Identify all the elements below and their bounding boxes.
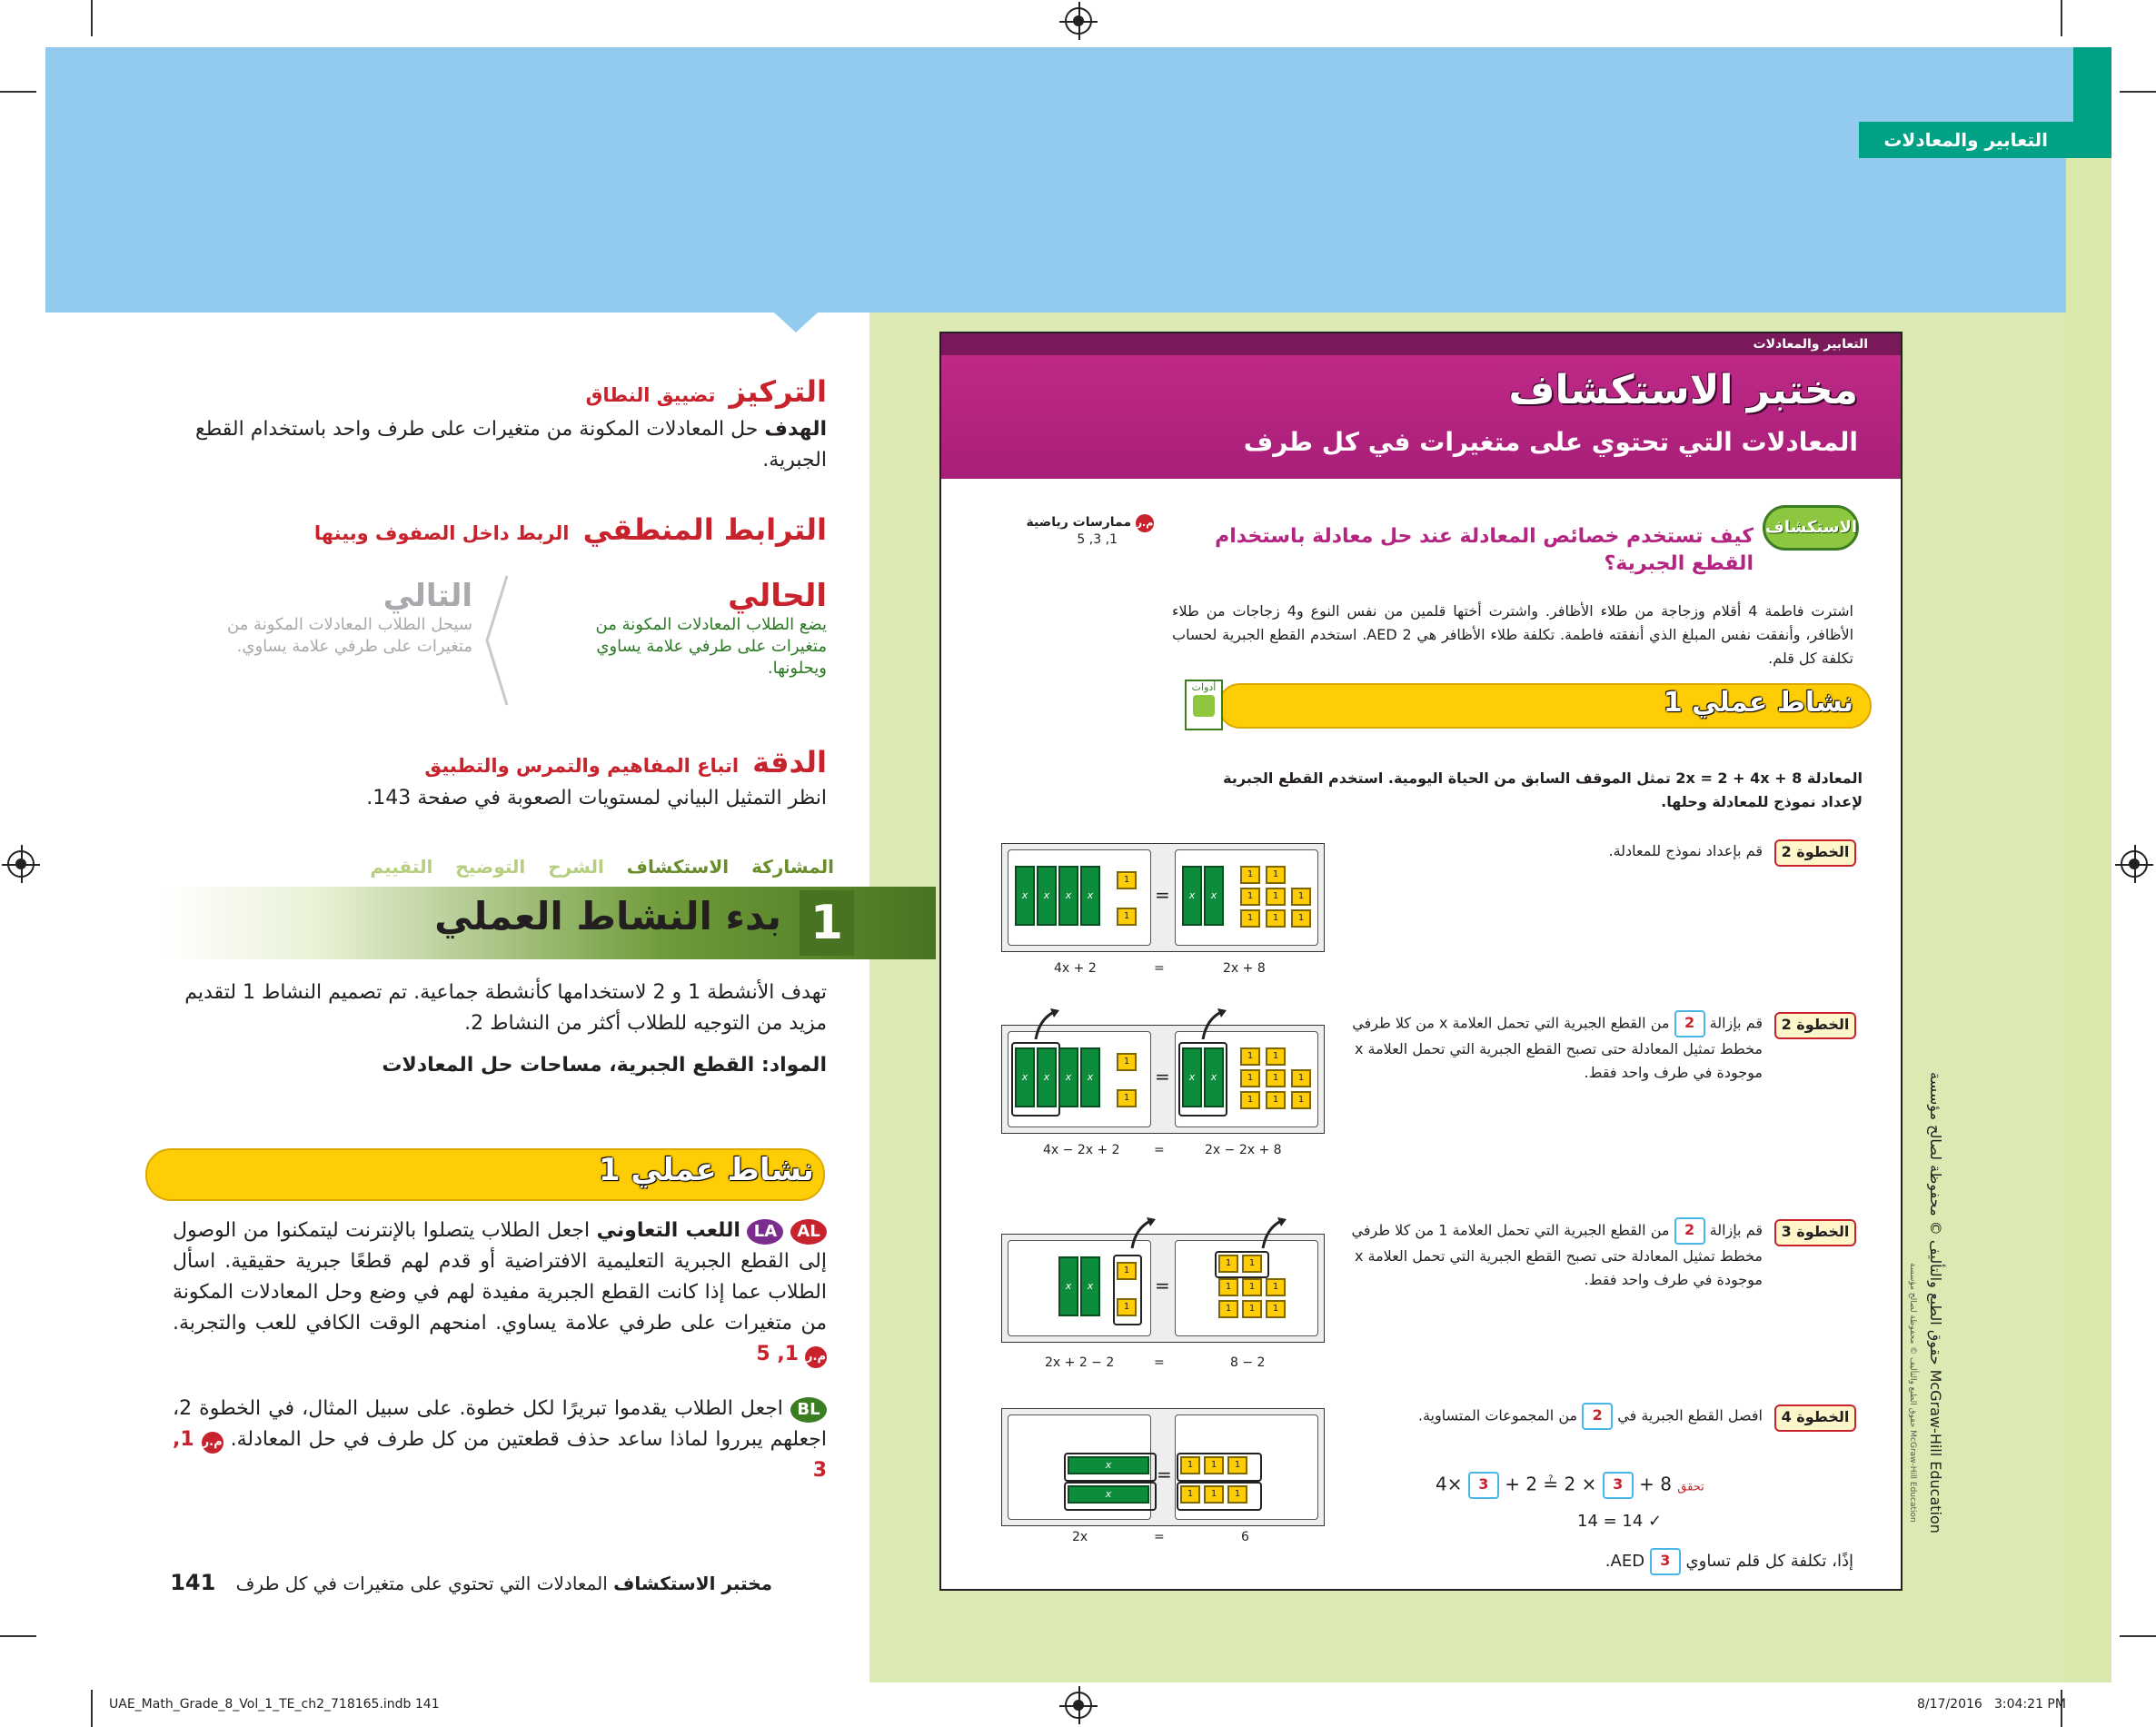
answer-box[interactable]: 2 xyxy=(1674,1217,1705,1245)
conclusion-text-b: AED. xyxy=(1605,1552,1645,1571)
explore-badge: الاستكشاف xyxy=(1763,505,1859,551)
practice-step-explore: الاستكشاف xyxy=(626,856,730,878)
student-page-subtitle: المعادلات التي تحتوي على متغيرات في كل طرف xyxy=(1243,427,1858,457)
answer-box[interactable]: 3 xyxy=(1468,1472,1499,1499)
mp-icon: م.ر xyxy=(202,1432,224,1454)
removal-arrows-icon xyxy=(1018,1007,1254,1043)
coop-text: اجعل الطلاب يتصلوا بالإنترنت ليتمكنوا من الوصول إلى القطع الجبرية التعليمية الافتراضية أو قدم لهم قطعًا جبرية حقيقية. اسأل الطلاب عما إذا كانت القطع الجبرية مفيدة لهم في وضع وحل المعادلات المكونة من متغيرات على طرفي علامة يساوي. امنحهم الوقت الكافي للعب والتجربة. xyxy=(173,1219,827,1335)
print-date: 8/17/2016 xyxy=(1917,1697,1982,1712)
now-text: يضع الطلاب المعادلات المكونة من متغيرات على طرفي علامة يساوي ويحلونها. xyxy=(595,615,827,678)
coop-block xyxy=(173,1216,827,1370)
equation-mat-4: x x = 1 1 1 1 1 1 xyxy=(1001,1408,1325,1526)
conclusion xyxy=(1545,1548,1853,1575)
check-label: تحقق xyxy=(1677,1480,1704,1494)
footer-title: المعادلات التي تحتوي على متغيرات في كل طرف xyxy=(235,1573,608,1594)
page-number: 141 xyxy=(170,1570,216,1595)
materials xyxy=(173,1054,827,1077)
al-badge: AL xyxy=(790,1219,827,1245)
mp-icon: م.ر xyxy=(1136,514,1154,532)
eq-right-2: 2x − 2x + 8 xyxy=(1205,1143,1282,1157)
next-block xyxy=(182,578,472,658)
practice-step-evaluate: التقييم xyxy=(370,856,433,878)
essential-question: كيف تستخدم خصائص المعادلة عند حل معادلة باستخدام القطع الجبرية؟ xyxy=(1215,525,1754,575)
bl-mp-refs: 1, 3 xyxy=(173,1428,827,1482)
mp-icon: م.ر xyxy=(805,1346,827,1368)
crop-mark xyxy=(91,1690,93,1727)
practice-step-engage: المشاركة xyxy=(751,856,834,878)
conclusion-text-a: إذًا، تكلفة كل قلم تساوي xyxy=(1685,1552,1853,1571)
activity-instruction: المعادلة 8 + 2x = 2 + 4x تمثل الموقف السابق من الحياة اليومية. استخدم القطع الجبرية لإعداد نموذج للمعادلة وحلها. xyxy=(1223,769,1863,810)
launch-title: بدء النشاط العملي xyxy=(434,894,781,938)
step-3-text-b: من القطع الجبرية التي تحمل العلامة 1 من كلا طرفي مخطط تمثيل المعادلة حتى تصبح القطع الجبرية التي تحمل العلامة x موجودة في طرف واحد فقط. xyxy=(1351,1221,1763,1288)
eq-sign-4: = xyxy=(1154,1530,1165,1544)
rigor-label: الدقة xyxy=(752,745,827,779)
coherence-value: الربط داخل الصفوف وبينها xyxy=(313,522,570,544)
focus-value: تضييق النطاق xyxy=(585,384,716,406)
eq-sign-3: = xyxy=(1154,1355,1165,1370)
bl-block xyxy=(173,1394,827,1486)
launch-text: تهدف الأنشطة 1 و 2 لاستخدامها كأنشطة جماعية. تم تصميم النشاط 1 لتقديم مزيد من التوجيه للطلاب أكثر من النشاط 2. xyxy=(184,981,827,1035)
answer-box[interactable]: 2 xyxy=(1674,1010,1705,1037)
check-line-2: 14 = 14 ✓ xyxy=(1577,1512,1663,1531)
registration-mark-right xyxy=(2121,850,2148,878)
student-page-title: مختبر الاستكشاف xyxy=(1508,367,1858,413)
activity-bar-right-title: نشاط عملي 1 xyxy=(1663,687,1853,719)
footer-title-bold: مختبر الاستكشاف xyxy=(613,1573,772,1594)
crop-mark xyxy=(2120,1635,2156,1637)
eq-left-3: 2x + 2 − 2 xyxy=(1045,1355,1115,1370)
bl-text: اجعل الطلاب يقدموا تبريرًا لكل خطوة. على سبيل المثال، في الخطوة 2، اجعلهم يبرروا لماذا ساعد حذف قطعتين من كل طرف في حل المعادلة. xyxy=(173,1397,827,1451)
mp-refs: 1, 3, 5 xyxy=(1077,532,1118,547)
step-text-3 xyxy=(1345,1217,1763,1292)
equation-mat-1: x x x x 1 1 = x x 1 1 1 1 1 1 1 1 xyxy=(1001,843,1325,952)
eq-right-1: 2x + 8 xyxy=(1223,961,1266,976)
side-strip xyxy=(2066,158,2111,1682)
crop-mark xyxy=(2061,0,2062,36)
step-label-2: الخطوة 2 xyxy=(1774,1012,1856,1039)
registration-mark-left xyxy=(7,850,35,878)
rigor-value: اتباع المفاهيم والتمرس والتطبيق xyxy=(424,755,740,777)
launch-number: 1 xyxy=(800,890,854,956)
next-label: التالي xyxy=(383,578,472,614)
banner-notch xyxy=(774,313,818,332)
materials-label: المواد: xyxy=(761,1054,827,1077)
student-page-tab-label: التعابير والمعادلات xyxy=(1753,337,1868,352)
eq-right-4: 6 xyxy=(1241,1530,1249,1544)
step-2-text-a: قم بإزالة xyxy=(1709,1014,1763,1032)
teacher-notes xyxy=(173,374,827,567)
tools-icon xyxy=(1185,680,1223,730)
rigor-text: انظر التمثيل البياني لمستويات الصعوبة في صفحة 143. xyxy=(366,787,827,809)
step-3-text-a: قم بإزالة xyxy=(1709,1221,1763,1239)
step-label-4: الخطوة 4 xyxy=(1774,1404,1856,1432)
mp-title: ممارسات رياضية xyxy=(1026,515,1132,530)
crop-mark xyxy=(0,91,36,93)
goal-label: الهدف xyxy=(764,418,827,441)
step-2-text-b: من القطع الجبرية التي تحمل العلامة x من كلا طرفي مخطط تمثيل المعادلة حتى تصبح القطع الجبرية التي تحمل العلامة x موجودة في طرف واحد فقط. xyxy=(1352,1014,1763,1081)
rigor-block xyxy=(173,745,827,814)
step-label-1: الخطوة 2 xyxy=(1774,839,1856,867)
la-badge: LA xyxy=(747,1219,783,1245)
eq-left-2: 4x − 2x + 2 xyxy=(1043,1143,1120,1157)
coop-label: اللعب التعاوني xyxy=(596,1219,740,1242)
check-c: + 8 xyxy=(1639,1473,1672,1495)
tools-glyph xyxy=(1193,695,1215,717)
registration-mark-bottom xyxy=(1065,1692,1092,1719)
eq-left-1: 4x + 2 xyxy=(1054,961,1097,976)
removal-arrows-icon xyxy=(1108,1216,1290,1252)
tools-label: أدوات xyxy=(1191,681,1217,693)
coop-mp-refs: 1, 5 xyxy=(756,1343,799,1365)
equation-mat-3: x x 1 1 = 1 1 1 1 1 1 1 1 xyxy=(1001,1234,1325,1343)
eq-left-4: 2x xyxy=(1072,1530,1088,1544)
practice-step-explain: الشرح xyxy=(548,856,604,878)
step-4-text-b: من المجموعات المتساوية. xyxy=(1417,1406,1578,1424)
eq-right-3: 8 − 2 xyxy=(1230,1355,1266,1370)
step-label-3: الخطوة 3 xyxy=(1774,1219,1856,1246)
side-credit: حقوق الطبع والتأليف © محفوظة لصالح مؤسسة McGraw-Hill Education xyxy=(1927,1072,1944,1533)
top-banner xyxy=(45,47,2073,313)
math-practices xyxy=(1008,514,1154,547)
step-text-2 xyxy=(1345,1010,1763,1085)
next-text: سيحل الطلاب المعادلات المكونة من متغيرات على طرفي علامة يساوي. xyxy=(226,615,472,656)
check-a: 4× xyxy=(1436,1473,1463,1495)
step-text-4 xyxy=(1345,1403,1763,1430)
practice-step-elaborate: التوضيح xyxy=(455,856,526,878)
print-file-name: UAE_Math_Grade_8_Vol_1_TE_ch2_718165.indb 141 xyxy=(109,1697,440,1712)
separator-arrow-icon xyxy=(482,574,518,707)
focus-label: التركيز xyxy=(729,374,827,409)
registration-mark-top xyxy=(1065,7,1092,35)
check-line-1 xyxy=(1436,1472,1781,1499)
equation-mat-2: x x x x 1 1 = x x 1 1 1 1 1 1 1 1 xyxy=(1001,1025,1325,1134)
banner-tab xyxy=(2073,47,2111,158)
bl-badge: BL xyxy=(790,1397,827,1423)
now-label: الحالي xyxy=(728,578,827,614)
page-footer xyxy=(154,1570,772,1595)
check-b: + 2 ≟ 2 × xyxy=(1505,1473,1597,1495)
materials-text: القطع الجبرية، مساحات حل المعادلات xyxy=(382,1054,755,1077)
step-text-1: قم بإعداد نموذج للمعادلة. xyxy=(1608,842,1763,859)
crop-mark xyxy=(91,0,93,36)
practice-steps xyxy=(145,856,834,885)
step-4-text-a: افصل القطع الجبرية في xyxy=(1617,1406,1763,1424)
eq-sign-1: = xyxy=(1154,961,1165,976)
side-credit-small: حقوق الطبع والتأليف © محفوظة لصالح مؤسسة McGraw-Hill Education xyxy=(1908,1263,1917,1523)
activity-bar-left-title: نشاط عملي 1 xyxy=(598,1152,814,1188)
answer-box[interactable]: 3 xyxy=(1603,1472,1634,1499)
problem-text: اشترت فاطمة 4 أقلام وزجاجة من طلاء الأظافر. واشترت أختها قلمين من نفس النوع و4 زجاجات من طلاء الأظافر، وأنفقت نفس المبلغ الذي أنفقته فاطمة. تكلفة طلاء الأظافر هي AED 2. استخدم القطع الجبرية لحساب تكلفة كل قلم. xyxy=(1172,602,1854,667)
now-block xyxy=(536,578,827,680)
eq-sign-2: = xyxy=(1154,1143,1165,1157)
goal-text: حل المعادلات المكونة من متغيرات على طرف واحد باستخدام القطع الجبرية. xyxy=(195,418,827,471)
coherence-label: الترابط المنطقي xyxy=(582,512,827,547)
chapter-label: التعابير والمعادلات xyxy=(1859,122,2073,158)
print-time: 3:04:21 PM xyxy=(1994,1697,2066,1712)
crop-mark xyxy=(0,1635,36,1637)
answer-box[interactable]: 3 xyxy=(1650,1548,1681,1575)
crop-mark xyxy=(2120,91,2156,93)
answer-box[interactable]: 2 xyxy=(1582,1403,1613,1430)
